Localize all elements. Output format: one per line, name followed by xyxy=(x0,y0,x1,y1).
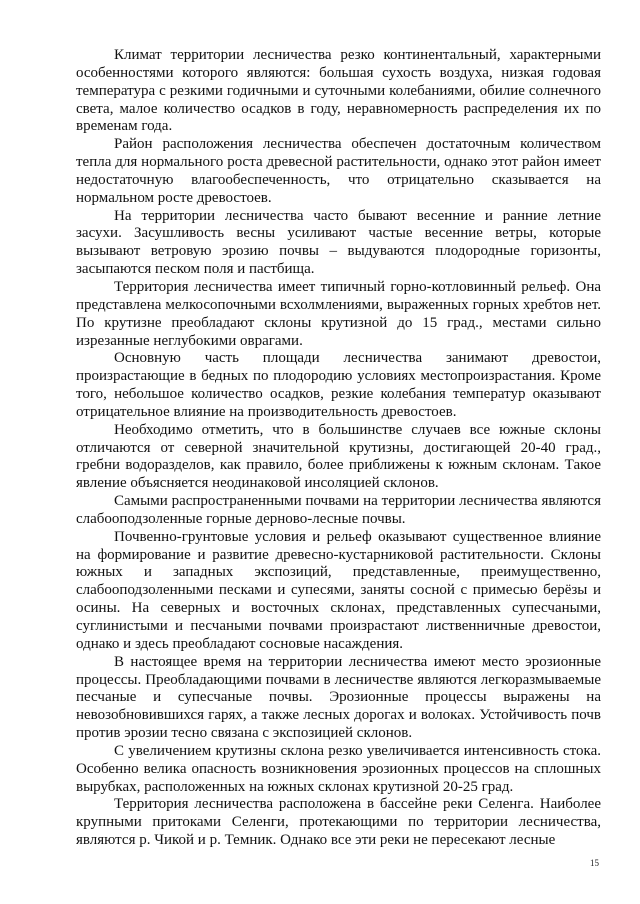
paragraph-slopes: Необходимо отметить, что в большинстве случаев все южные склоны отличаются от северной значительной крутизны, достигающей 20-40 град., гребни водоразделов, как правило, более приближены к южным склонам. Такое явление объясняется неодинаковой инсоляцией склонов. xyxy=(76,421,601,492)
paragraph-stands: Основную часть площади лесничества занимают древостои, произрастающие в бедных по плодородию условиях местопроизрастания. Кроме того, небольшое количество осадков, резкие колебания температур оказывают отрицательное влияние на производительность древостоев. xyxy=(76,350,601,420)
paragraph-rivers: Территория лесничества расположена в бассейне реки Селенга. Наиболее крупными притоками Селенги, протекающими по территории лесничества, являются р. Чикой и р. Темник. Однако все эти реки не пересекают лесные xyxy=(76,796,601,849)
paragraph-heat-supply: Район расположения лесничества обеспечен достаточным количеством тепла для нормального роста древесной растительности, однако этот район имеет недостаточную влагообеспеченность, что отрицательно сказывается на нормальном росте древостоев. xyxy=(76,136,601,206)
page-number: 15 xyxy=(590,858,599,868)
body-text xyxy=(76,47,601,850)
paragraph-soils: Самыми распространенными почвами на территории лесничества являются слабооподзоленные горные дерново-лесные почвы. xyxy=(76,493,601,527)
paragraph-soil-conditions: Почвенно-грунтовые условия и рельеф оказывают существенное влияние на формирование и развитие древесно-кустарниковой растительности. Склоны южных и западных экспозиций, представленные, преимущественно, слабооподзоленными песками и супесями, заняты сосной с примесью берёзы и осины. На северных и восточных склонах, представленных супесчаными, суглинистыми и песчаными почвами произрастают лиственничные древостои, однако и здесь преобладают сосновые насаждения. xyxy=(76,528,601,652)
paragraph-relief: Территория лесничества имеет типичный горно-котловинный рельеф. Она представлена мелкосопочными всхолмлениями, выраженных горных хребтов нет. По крутизне преобладают склоны крутизной до 15 град., местами сильно изрезанные неглубокими оврагами. xyxy=(76,278,601,349)
paragraph-runoff: С увеличением крутизны склона резко увеличивается интенсивность стока. Особенно велика опасность возникновения эрозионных процессов на сплошных вырубках, расположенных на южных склонах крутизной 20-25 град. xyxy=(76,742,601,795)
paragraph-droughts: На территории лесничества часто бывают весенние и ранние летние засухи. Засушливость весны усиливают частые весенние ветры, которые вызывают ветровую эрозию почвы – выдуваются плодородные горизонты, засыпаются песком поля и пастбища. xyxy=(76,207,601,278)
paragraph-erosion: В настоящее время на территории лесничества имеют место эрозионные процессы. Преобладающими почвами в лесничестве являются легкоразмываемые песчаные и супесчаные почвы. Эрозионные процессы выражены на невозобновившихся гарях, а также лесных дорогах и волоках. Устойчивость почв против эрозии тесно связана с экспозицией склонов. xyxy=(76,653,601,742)
paragraph-climate: Климат территории лесничества резко континентальный, характерными особенностями которого являются: большая сухость воздуха, низкая годовая температура с резкими годичными и суточными колебаниями, обилие солнечного света, малое количество осадков в году, неравномерность распределения их по временам года. xyxy=(76,47,601,135)
